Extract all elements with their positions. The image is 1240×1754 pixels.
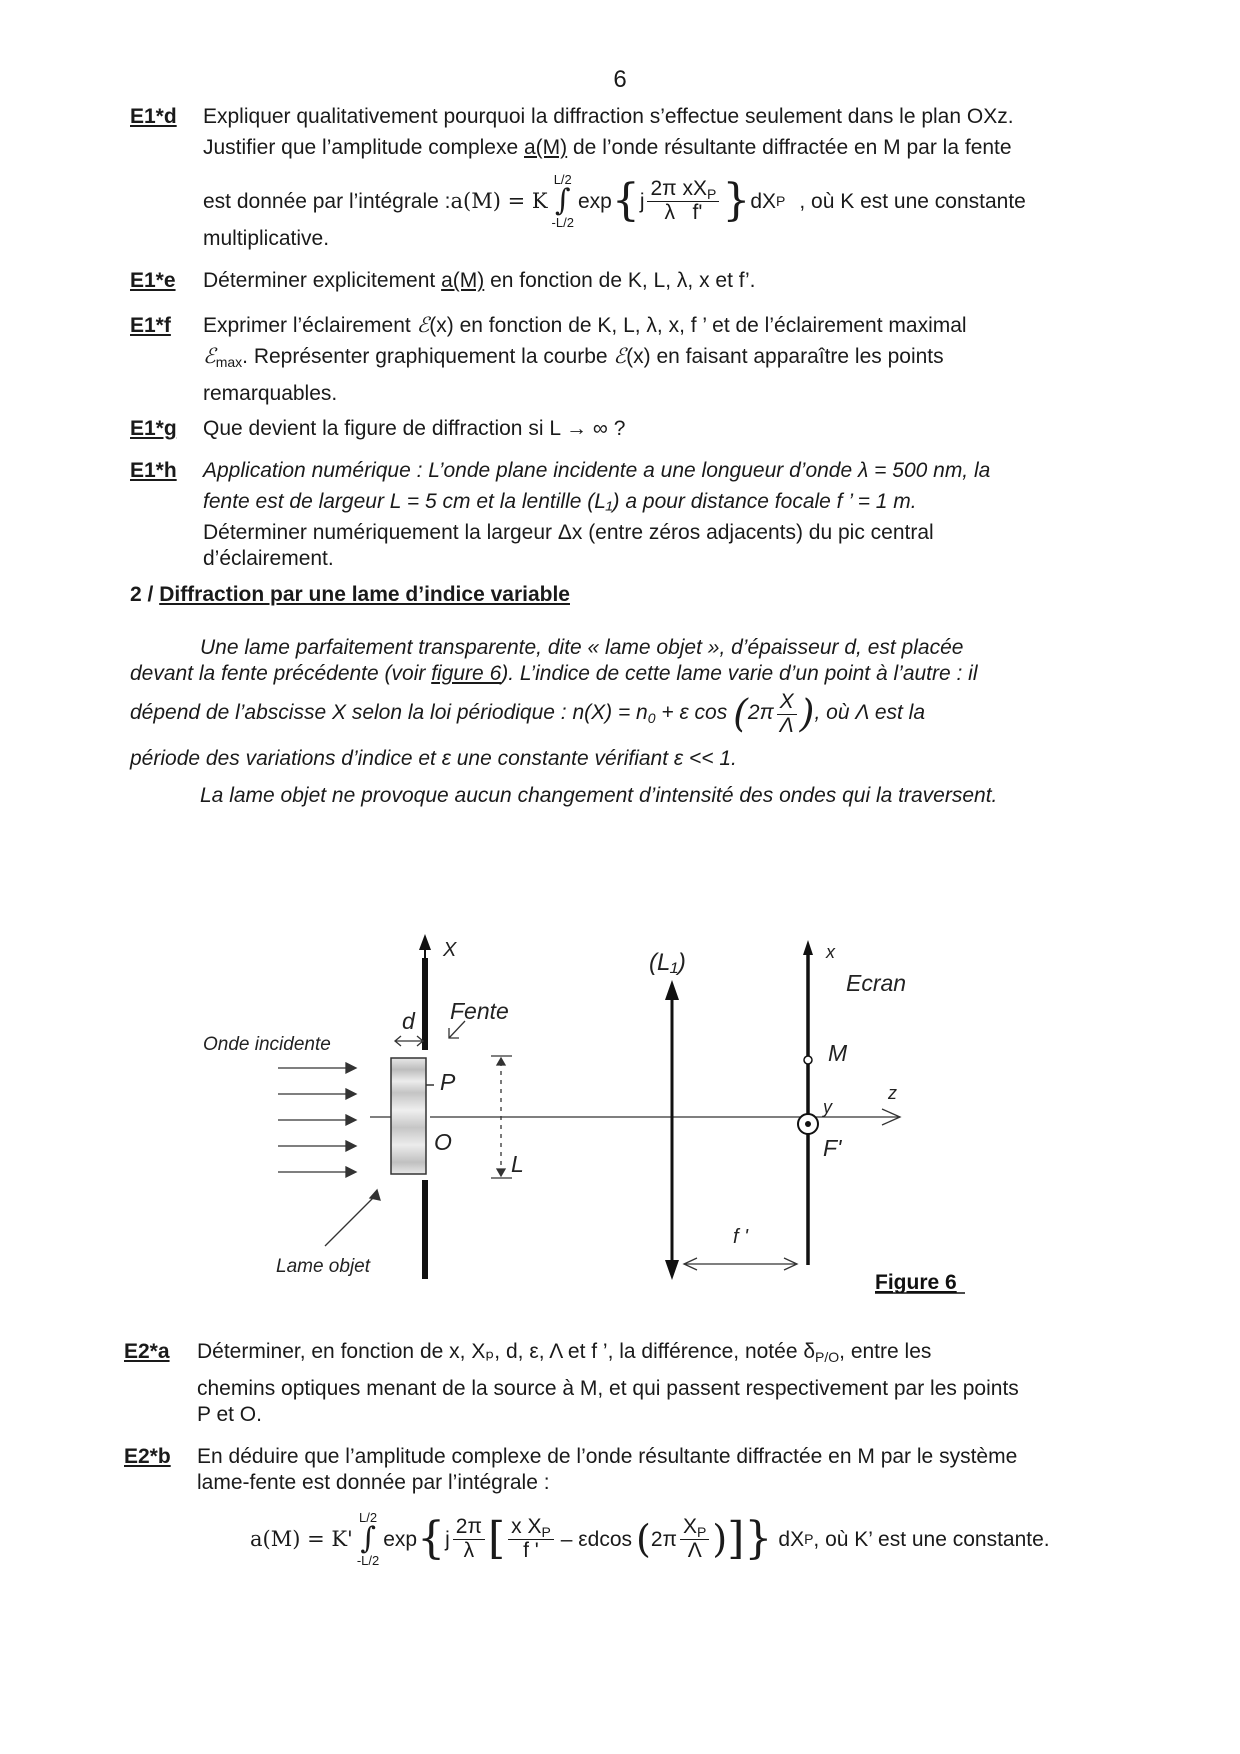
label-onde-incidente: Onde incidente: [203, 1034, 331, 1055]
label-lame-objet: Lame objet: [276, 1256, 371, 1277]
figure-reference[interactable]: figure 6: [431, 662, 502, 685]
label-X: X: [443, 939, 457, 961]
label-x: x: [826, 942, 835, 962]
incident-wave-arrows: [278, 1063, 356, 1177]
label-F-prime: F': [823, 1135, 842, 1161]
label-L: L: [511, 1151, 524, 1177]
section-title: 2 / Diffraction par une lame d’indice variable: [130, 583, 570, 606]
x-axis-arrow: [419, 934, 431, 950]
lame-objet: [391, 1058, 426, 1174]
e2b-integral: a(M) = K' L/2 ∫ -L/2 exp { j $\frac{2\pi}{\lambda}$ [ $\frac{x X_P}{f '}$ – εdcos ( 2π $\frac{X_P}{\Lambda}$ ) ]} dX P , où K’ est une constante.: [250, 1510, 1050, 1568]
label-d: d: [402, 1008, 415, 1034]
question-label: E1*h: [130, 459, 177, 482]
figure-caption: Figure 6: [875, 1271, 957, 1294]
e1d-line2: Justifier que l’amplitude complexe a(M) de l’onde résultante diffractée en M par la fente: [203, 136, 1012, 159]
label-P: P: [440, 1069, 456, 1095]
integral-sign: L/2 ∫ -L/2: [551, 172, 574, 230]
label-f-prime: f ': [733, 1226, 748, 1248]
question-label: E2*b: [124, 1445, 171, 1468]
question-label: E1*d: [130, 105, 177, 128]
index-law: dépend de l’abscisse X selon la loi périodique : $n(X) = n_0 + \varepsilon$ cos (2π $\frac{X}{\Lambda}$ ), où Λ est la: [130, 690, 926, 737]
question-label: E1*e: [130, 269, 176, 292]
label-y: y: [823, 1097, 832, 1117]
question-label: E2*a: [124, 1340, 170, 1363]
label-fente: Fente: [450, 998, 509, 1024]
e1d-integral-line: est donnée par l’intégrale : a(M) = K L/2 ∫ -L/2 exp { j $\frac{2\pi xX_P}{\text{λ f'}}$ } dX P , où K est une constante: [203, 172, 1026, 230]
label-O: O: [434, 1129, 452, 1155]
label-M: M: [828, 1040, 848, 1066]
integral-eq: a(M) = K: [450, 188, 548, 213]
thickness-arrow: [395, 1036, 423, 1046]
intro-paragraph: Une lame parfaitement transparente, dite « lame objet », d’épaisseur d, est placée devant la fente précédente (voir figure 6). L’indice de cette lame varie d’un point à l’autre : il dépend de l’abscisse X selon la loi périodique : $n(X) = n_0 + \varepsilon$ cos (2π $\frac{X}{\Lambda}$ ), où Λ est la période des variations d’indice et ε une constante vérifiant ε << 1. La lame objet ne provoque aucun changement d’intensité des ondes qui la traversent.: [130, 632, 1120, 811]
e1d-line1: Expliquer qualitativement pourquoi la diffraction s’effectue seulement dans le plan OXz.: [203, 105, 1014, 128]
label-ecran: Ecran: [846, 970, 907, 996]
point-m: [804, 1056, 812, 1064]
lame-pointer-arrow: [325, 1190, 380, 1246]
label-z: z: [888, 1083, 897, 1103]
question-label: E1*g: [130, 417, 177, 440]
page-number: 6: [613, 66, 627, 93]
question-label: E1*f: [130, 314, 171, 337]
e1d-line4: multiplicative.: [203, 227, 330, 250]
integral-fraction: $\frac{2\pi xX_P}{\text{λ f'}}$: [647, 178, 719, 225]
focal-length-arrow: [684, 1258, 797, 1270]
label-L1: (L₁): [649, 949, 686, 976]
lens-l1: [665, 980, 679, 1280]
